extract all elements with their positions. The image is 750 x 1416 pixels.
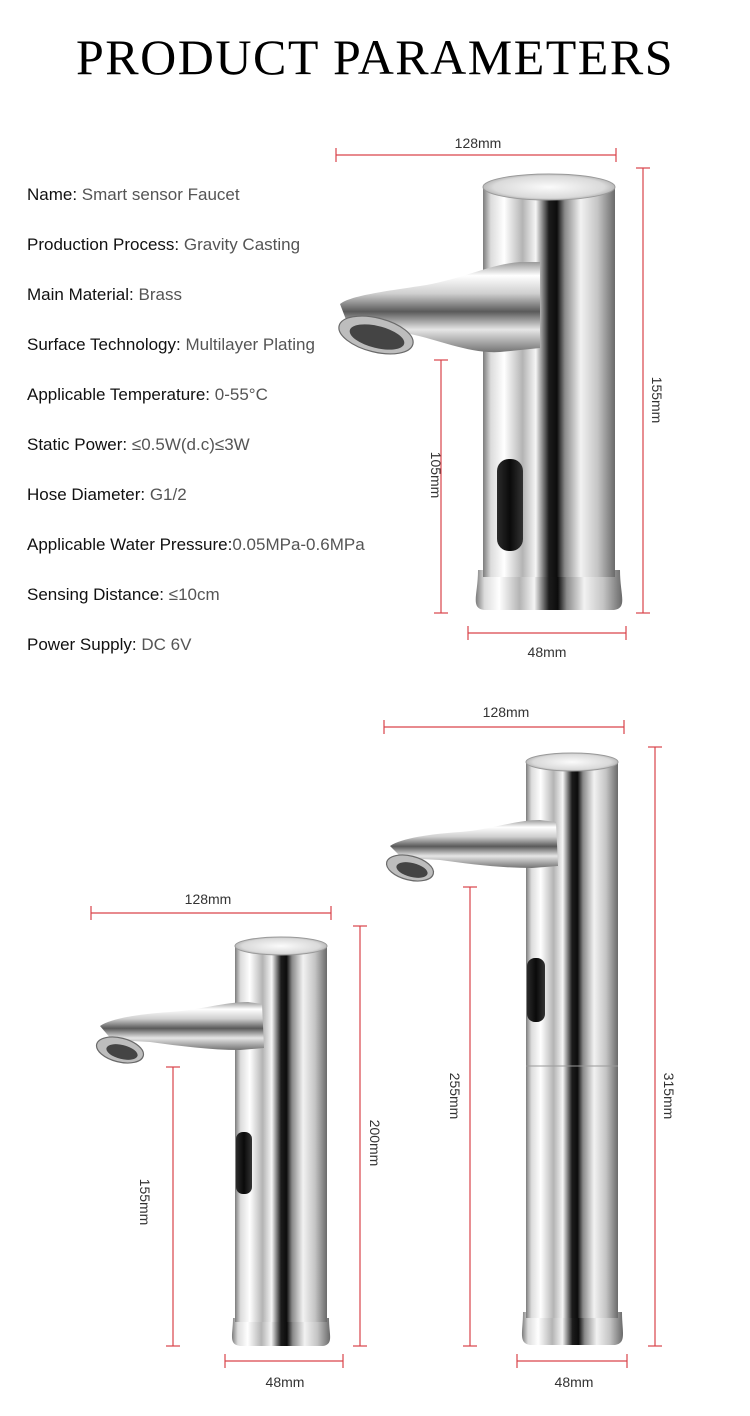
faucet-top <box>335 174 622 610</box>
dim-top-base: 48mm <box>527 644 567 660</box>
page-title: PRODUCT PARAMETERS <box>76 29 674 85</box>
spec-value: Brass <box>138 285 182 304</box>
dim-short-base: 48mm <box>265 1374 305 1390</box>
spec-value: Gravity Casting <box>183 235 301 254</box>
spec-value: 0-55°C <box>214 385 268 404</box>
dim-short-spout-length: 128mm <box>184 891 232 907</box>
dim-tall-base: 48mm <box>554 1374 594 1390</box>
spec-value: DC 6V <box>141 635 192 654</box>
spec-label: Main Material: <box>27 285 139 304</box>
spec-value: 0.05MPa-0.6MPa <box>232 535 365 554</box>
spec-value: G1/2 <box>149 485 187 504</box>
dim-tall-spout-length: 128mm <box>482 704 530 720</box>
dim-short-spout-height: 155mm <box>137 1178 153 1226</box>
faucet-short <box>94 937 330 1346</box>
spec-label: Surface Technology: <box>27 335 186 354</box>
spec-value: ≤0.5W(d.c)≤3W <box>131 435 250 454</box>
spec-label: Production Process: <box>27 235 184 254</box>
spec-label: Hose Diameter: <box>27 485 150 504</box>
spec-label: Applicable Temperature: <box>27 385 215 404</box>
dim-short-height: 200mm <box>367 1119 383 1167</box>
spec-label: Applicable Water Pressure: <box>27 535 233 554</box>
dim-top-spout-length: 128mm <box>454 135 502 151</box>
dim-tall-spout-height: 255mm <box>447 1072 463 1120</box>
spec-label: Static Power: <box>27 435 132 454</box>
faucet-tall <box>384 753 623 1345</box>
spec-value: Smart sensor Faucet <box>81 185 240 204</box>
dim-top-spout-height: 105mm <box>428 451 444 499</box>
spec-value: ≤10cm <box>168 585 220 604</box>
spec-label: Name: <box>27 185 82 204</box>
spec-label: Sensing Distance: <box>27 585 169 604</box>
dim-tall-height: 315mm <box>661 1072 677 1120</box>
dim-top-height: 155mm <box>649 376 665 424</box>
spec-label: Power Supply: <box>27 635 142 654</box>
spec-value: Multilayer Plating <box>185 335 315 354</box>
